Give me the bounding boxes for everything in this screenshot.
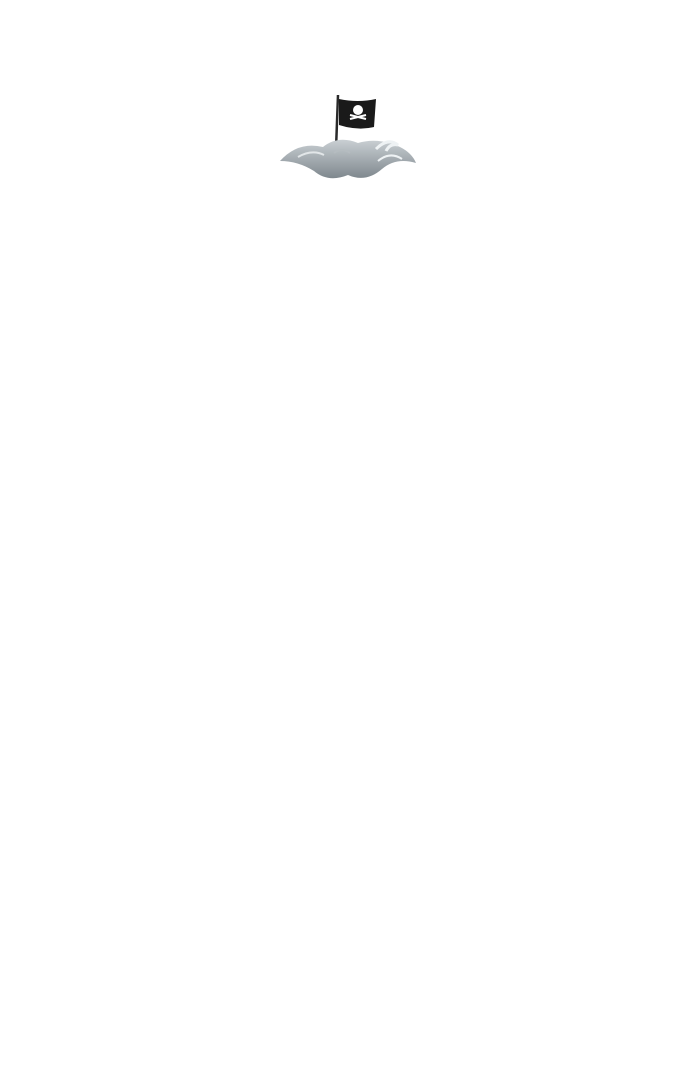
page-body	[80, 82, 615, 203]
pirate-ship-flag-icon	[278, 91, 418, 191]
chapter-ornament	[80, 91, 615, 199]
